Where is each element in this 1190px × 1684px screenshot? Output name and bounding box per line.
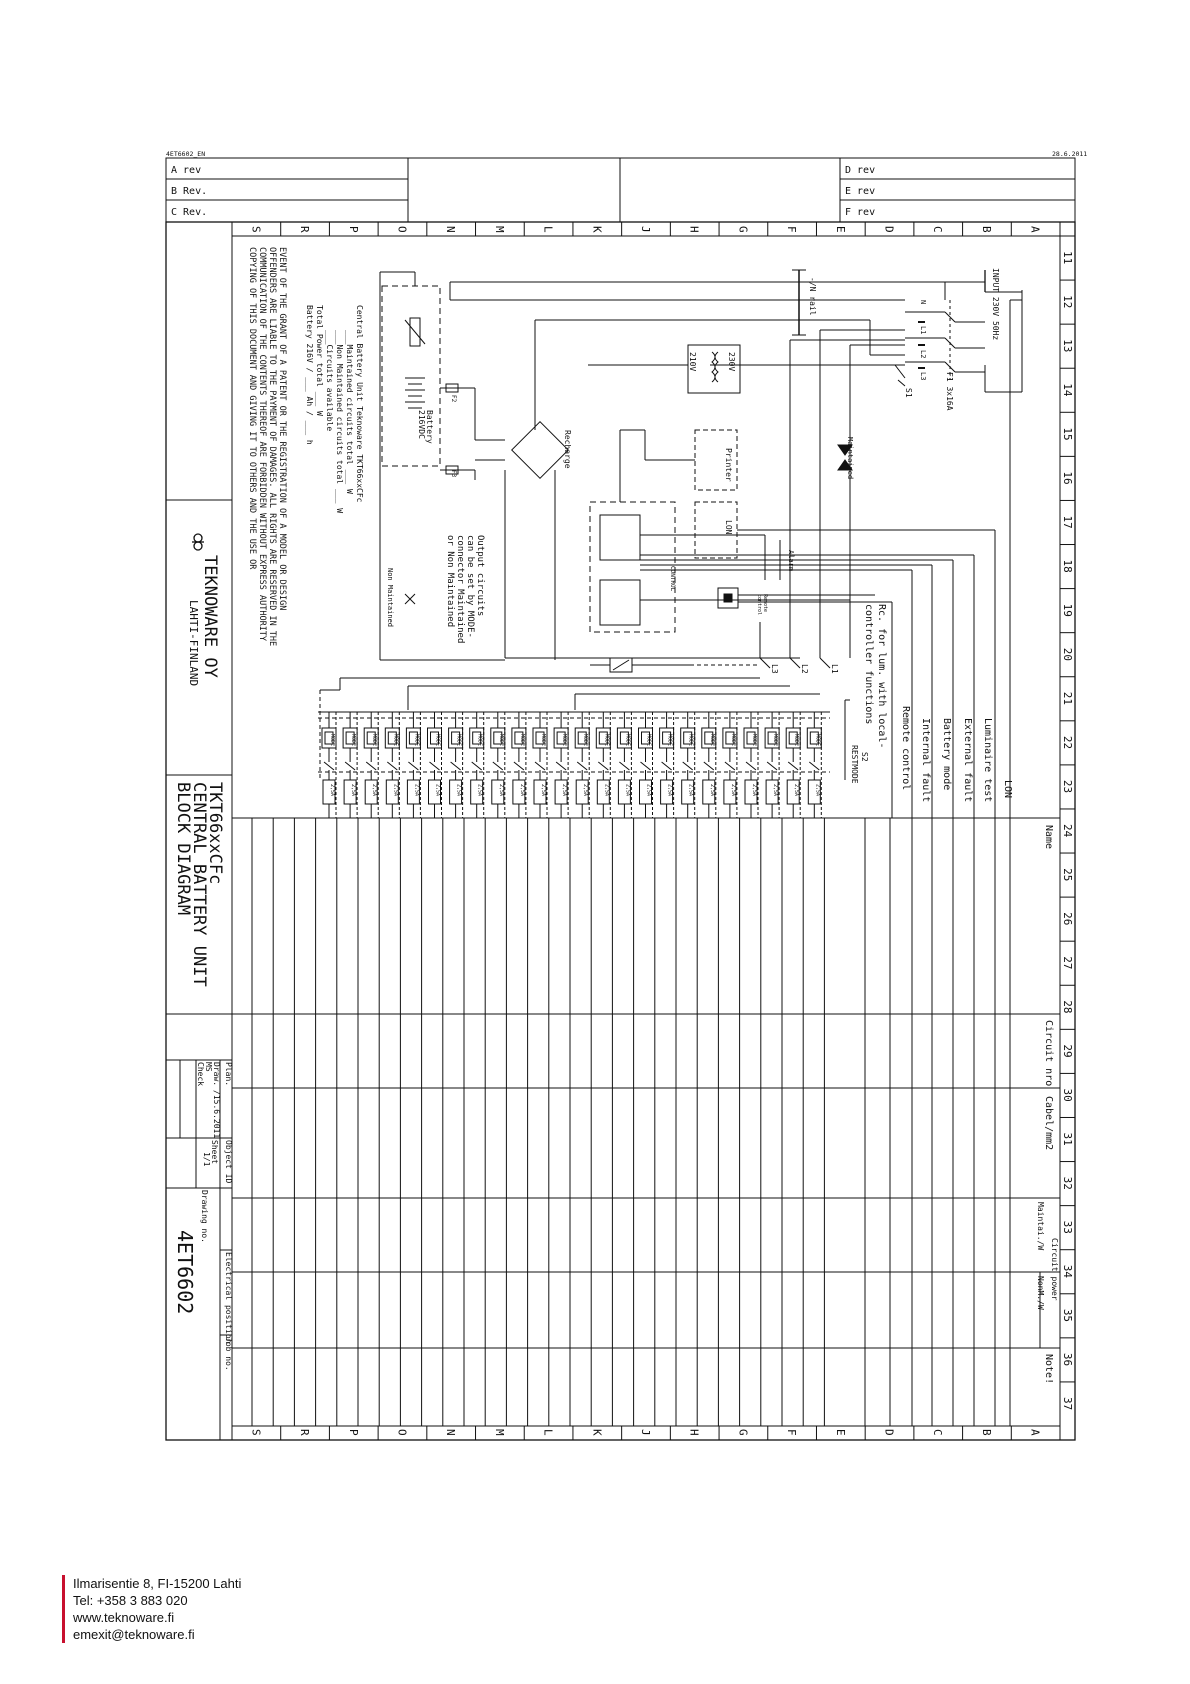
letter-top-g: G: [736, 226, 750, 233]
output-circuit: [807, 712, 821, 818]
output-circuit: [512, 712, 526, 818]
number-15: 15: [1061, 427, 1074, 441]
output-circuit: [639, 712, 653, 818]
number-11: 11: [1061, 251, 1074, 265]
number-37: 37: [1061, 1396, 1074, 1411]
letter-bottom-s: S: [249, 1429, 263, 1436]
number-35: 35: [1061, 1308, 1074, 1323]
number-labels: [1061, 251, 1074, 1410]
s2-label: S2: [860, 752, 869, 762]
cbu-line-6: Battery 216V / ___ Ah / ___ h: [305, 305, 314, 445]
number-ruler: [1060, 236, 1075, 1382]
contact-footer: [62, 1575, 241, 1643]
mode-label: MODE: [645, 734, 652, 747]
mode-label: MODE: [793, 734, 800, 747]
fuse-rating-label: 2,5A: [603, 784, 610, 797]
output-circuit: [617, 712, 631, 818]
copyright-line-3: OFFENDERS ARE LIABLE TO THE PAYMENT OF DAMAGES. ALL RIGHTS ARE RESERVED IN THE: [267, 247, 277, 647]
fuse-rating-label: 2,5A: [329, 784, 335, 797]
copyright-line-1: COPYING OF THIS DOCUMENT AND GIVING IT TO OTHERS AND THE USE OR: [247, 247, 257, 570]
letter-top-k: K: [590, 226, 604, 233]
fuse-rating-label: 2,5A: [751, 784, 757, 797]
tb-object-id: Object ID: [224, 1140, 233, 1184]
fuse-rating-label: 2,5A: [497, 784, 504, 797]
fuse-rating-label: 2,5A: [413, 784, 420, 797]
fuse-rating-label: 2,5A: [371, 784, 378, 797]
letter-bottom-f: F: [785, 1429, 799, 1436]
cbu-line-3: ___Non Maintained circuits total ___ W: [335, 330, 344, 514]
mode-label: MODE: [751, 734, 757, 747]
number-32: 32: [1061, 1176, 1074, 1190]
letter-bottom-r: R: [298, 1429, 312, 1436]
maintained-label: Maintained: [846, 437, 854, 480]
control-block-1: [600, 515, 640, 560]
output-circuit: [554, 712, 568, 818]
battery-label-2: 216VDC: [417, 410, 426, 439]
tb-draw: Draw.: [212, 1062, 221, 1087]
output-circuit: [575, 712, 589, 818]
output-circuit: [322, 712, 336, 818]
output-circuit: [449, 712, 463, 818]
tb-electrical-position: Electrical position: [224, 1252, 233, 1344]
letter-labels-top: [249, 226, 1041, 233]
letter-top-r: R: [298, 226, 312, 233]
mode-label: MODE: [350, 734, 357, 747]
control-unit: [590, 502, 675, 632]
letter-bottom-p: P: [346, 1429, 360, 1436]
letter-bottom-a: A: [1028, 1429, 1042, 1436]
cbu-line-4: ___Circuits available: [325, 330, 334, 432]
number-23: 23: [1061, 779, 1074, 794]
letter-top-j: J: [639, 226, 652, 233]
tb-plan: Plan.: [224, 1062, 233, 1087]
mode-label: MODE: [561, 734, 568, 747]
doc-code: 4ET6602_EN: [166, 150, 206, 158]
header-name: Name: [1043, 825, 1054, 850]
signal-battery-mode: Battery mode: [941, 718, 952, 791]
mode-label: MODE: [540, 734, 546, 747]
output-circuit: [786, 712, 800, 818]
number-17: 17: [1061, 515, 1074, 529]
output-note-3: connector Maintained: [455, 535, 465, 644]
number-24: 24: [1061, 824, 1074, 838]
tb-sheet-value: 1/1: [202, 1152, 211, 1167]
output-circuits: [318, 712, 830, 818]
letter-bottom-g: G: [736, 1429, 750, 1436]
footer-web[interactable]: www.teknoware.fi: [73, 1610, 175, 1625]
fuse-rating-label: 2,5A: [729, 784, 736, 797]
transformer-secondary: 210V: [688, 352, 697, 372]
letter-top-n: N: [444, 226, 458, 233]
rc-note-2: controller functions: [863, 604, 874, 725]
title-line-1: TKT66xxCFc: [205, 782, 225, 885]
letter-top-a: A: [1028, 226, 1042, 233]
output-circuit: [470, 712, 484, 818]
letter-bottom-m: M: [492, 1429, 506, 1436]
alarm-label: Alarm: [787, 550, 795, 572]
letter-top-m: M: [492, 226, 506, 233]
letter-bottom-n: N: [444, 1429, 458, 1436]
phase-n: N: [919, 300, 927, 305]
number-19: 19: [1061, 603, 1074, 617]
cbu-line-2: ___Maintained circuits total ___ W: [345, 330, 354, 494]
mode-label: MODE: [371, 734, 378, 747]
tb-draw-by: MS: [204, 1062, 213, 1072]
tb-check: Check: [196, 1062, 205, 1087]
mode-label: MODE: [518, 734, 525, 747]
output-circuit: [723, 712, 737, 818]
rev-f: F rev: [845, 207, 876, 218]
letter-bottom-j: J: [639, 1429, 652, 1436]
tb-draw-date: /15.6.2011: [212, 1090, 221, 1139]
phase-l3: L3: [919, 372, 927, 381]
signal-lon: LON: [1002, 780, 1013, 799]
fuse-rating-label: 2,5A: [350, 784, 357, 797]
number-22: 22: [1061, 735, 1074, 750]
signal-internal-fault: Internal fault: [920, 718, 931, 803]
fuse-rating-label: 2,5A: [476, 784, 483, 797]
number-36: 36: [1061, 1352, 1074, 1367]
copyright-line-2: COMMUNICATION OF THE CONTENTS THEREOF ARE FORBIDDEN WITHOUT EXPRESS AUTHORITY: [257, 247, 267, 642]
rev-c: C Rev.: [171, 207, 208, 218]
number-31: 31: [1061, 1132, 1074, 1146]
number-14: 14: [1061, 383, 1074, 397]
letter-bottom-c: C: [931, 1429, 945, 1436]
title-line-2: CENTRAL BATTERY UNIT: [189, 782, 209, 987]
letter-ruler: [281, 222, 1060, 1440]
output-circuit: [364, 712, 378, 818]
rev-d: D rev: [845, 165, 876, 176]
remote-control-2: control: [756, 594, 762, 616]
footer-email[interactable]: emexit@teknoware.fi: [73, 1627, 195, 1642]
relay-l3: L3: [770, 664, 779, 674]
fuse-rating-label: 2,5A: [814, 784, 821, 797]
number-27: 27: [1061, 956, 1074, 970]
signal-luminaire-test: Luminaire test: [982, 718, 993, 803]
letter-bottom-b: B: [979, 1429, 993, 1436]
fuse-rating-label: 2,5A: [772, 784, 779, 797]
output-circuit: [681, 712, 695, 818]
teknoware-logo: [192, 534, 204, 550]
number-21: 21: [1061, 691, 1074, 706]
mode-label: MODE: [624, 734, 631, 747]
rc-note-1: Rc. for lum. with local-: [876, 604, 887, 749]
mode-label: MODE: [687, 734, 694, 747]
letter-top-d: D: [882, 226, 896, 233]
tb-drawing-no: Drawing no.: [200, 1190, 209, 1243]
transformer-primary: 230V: [727, 352, 736, 372]
letter-top-f: F: [785, 226, 799, 233]
letter-top-p: P: [346, 226, 360, 233]
mode-label: MODE: [329, 734, 335, 747]
fuse-rating-label: 2,5A: [582, 784, 589, 797]
cbu-line-1: Central Battery Unit Teknoware TKT66xxCFc: [355, 305, 364, 503]
control-block-2: [600, 580, 640, 625]
remote-control-1: Remote: [762, 594, 768, 613]
control-label: CONTROL: [669, 566, 676, 592]
phase-l2: L2: [919, 350, 927, 359]
signal-external-fault: External fault: [962, 718, 973, 803]
output-note-2: can be set by MODE-: [465, 535, 475, 638]
letter-top-b: B: [979, 226, 993, 233]
battery-label-1: Battery: [425, 410, 434, 444]
relay-l1: L1: [830, 664, 839, 674]
letter-top-h: H: [687, 226, 701, 233]
switch-s1: S1: [904, 388, 913, 398]
doc-date: 28.6.2011: [1052, 150, 1088, 158]
letter-bottom-l: L: [541, 1429, 555, 1436]
mode-label: MODE: [497, 734, 504, 747]
mode-label: MODE: [476, 734, 483, 747]
recharge-label: Recharge: [563, 430, 572, 469]
fuse-rating-label: 2,5A: [645, 784, 652, 797]
rectifier: [512, 422, 569, 479]
mode-label: MODE: [666, 734, 673, 747]
tb-job-no: Job no.: [224, 1337, 233, 1371]
fuse-rating-label: 2,5A: [708, 784, 715, 797]
number-13: 13: [1061, 339, 1074, 353]
header-cabel: Cabel/mm2: [1043, 1096, 1054, 1151]
restmode-label: RESTMODE: [850, 745, 859, 784]
number-16: 16: [1061, 471, 1074, 485]
letter-top-e: E: [833, 226, 847, 233]
footer-phone: Tel: +358 3 883 020: [73, 1593, 188, 1608]
number-12: 12: [1061, 295, 1074, 309]
letter-top-l: L: [541, 226, 555, 233]
tb-drawing-value: 4ET6602: [173, 1230, 197, 1315]
fuse-rating-label: 2,5A: [687, 784, 694, 797]
letter-top-o: O: [395, 226, 409, 233]
number-33: 33: [1061, 1220, 1074, 1234]
letter-labels-bottom: [249, 1429, 1041, 1436]
fuse-rating-label: 2,5A: [624, 784, 631, 797]
sheet-border: [166, 222, 1075, 1440]
header-note: Note!: [1043, 1354, 1054, 1385]
mode-label: MODE: [603, 734, 610, 747]
fuse-rating-label: 2,5A: [540, 784, 546, 797]
mode-label: MODE: [455, 734, 462, 747]
mode-label: MODE: [772, 734, 779, 747]
company-city: LAHTI-FINLAND: [187, 600, 200, 687]
number-30: 30: [1061, 1088, 1074, 1102]
printer-label: Printer: [724, 448, 733, 482]
footer-address: Ilmarisentie 8, FI-15200 Lahti: [73, 1576, 242, 1591]
rev-e: E rev: [845, 186, 876, 197]
fuse-label: F1 3x16A: [945, 372, 954, 411]
mode-label: MODE: [434, 734, 441, 747]
letter-bottom-o: O: [395, 1429, 409, 1436]
mode-label: MODE: [413, 734, 420, 747]
number-34: 34: [1061, 1264, 1074, 1278]
header-circuit: Circuit nro: [1043, 1020, 1054, 1087]
output-circuit: [702, 712, 716, 818]
fuse-rating-label: 2,5A: [434, 784, 441, 797]
fuse-rating-label: 2,5A: [455, 784, 462, 797]
fuse-f2: F2: [450, 395, 457, 403]
non-maintained-label: Non Maintained: [386, 568, 394, 628]
mode-label: MODE: [392, 734, 399, 747]
fuse-rating-label: 2,5A: [392, 784, 399, 797]
number-25: 25: [1061, 868, 1074, 882]
company-name: TEKNOWARE OY: [200, 555, 220, 678]
output-circuit: [596, 712, 610, 818]
letter-top-c: C: [931, 226, 945, 233]
fuse-rating-label: 2,5A: [793, 784, 800, 797]
output-circuit: [533, 712, 547, 818]
rail-label: -/N rail: [808, 277, 817, 316]
letter-bottom-k: K: [590, 1429, 604, 1436]
number-18: 18: [1061, 559, 1074, 573]
output-circuit: [385, 712, 399, 818]
rev-b: B Rev.: [171, 186, 208, 197]
rev-a: A rev: [171, 165, 202, 176]
header-circuit-power: Circuit power: [1050, 1238, 1059, 1301]
title-line-3: BLOCK DIAGRAM: [173, 782, 193, 916]
phase-l1: L1: [919, 326, 927, 335]
mode-label: MODE: [814, 734, 821, 747]
mode-label: MODE: [582, 734, 589, 747]
fuse-f3: F3: [450, 470, 457, 478]
cbu-line-5: Total Power total ___ W: [315, 305, 324, 416]
mode-label: MODE: [729, 734, 736, 747]
header-nonm: NonM./W: [1036, 1276, 1045, 1310]
output-note-1: Output circuits: [475, 535, 485, 617]
circuit-table: [232, 818, 1060, 1348]
fuse-rating-label: 2,5A: [518, 784, 525, 797]
output-note-4: or Non Maintained: [445, 535, 455, 628]
number-26: 26: [1061, 912, 1074, 926]
output-circuit: [343, 712, 357, 818]
number-20: 20: [1061, 647, 1074, 661]
number-29: 29: [1061, 1044, 1074, 1058]
copyright-line-4: EVENT OF THE GRANT OF A PATENT OR THE REGISTRATION OF A MODEL OR DESIGN: [277, 247, 287, 611]
letter-bottom-e: E: [833, 1429, 847, 1436]
number-28: 28: [1061, 1000, 1074, 1014]
output-circuit: [491, 712, 505, 818]
input-label: INPUT 230V 50Hz: [991, 268, 1000, 341]
output-circuit: [744, 712, 758, 818]
mode-label: MODE: [708, 734, 715, 747]
letter-top-s: S: [249, 226, 263, 233]
tb-sheet: Sheet: [210, 1140, 219, 1165]
relay-l2: L2: [800, 664, 809, 674]
fuse-rating-label: 2,5A: [666, 784, 673, 797]
output-circuit: [765, 712, 779, 818]
letter-bottom-h: H: [687, 1429, 701, 1436]
output-circuit: [406, 712, 420, 818]
fuse-rating-label: 2,5A: [561, 784, 568, 797]
output-circuit: [660, 712, 674, 818]
lon-box-label: LON: [724, 520, 733, 535]
letter-bottom-d: D: [882, 1429, 896, 1436]
signal-remote-control: Remote control: [900, 706, 911, 791]
output-circuit: [428, 712, 442, 818]
header-maint: Maintai./W: [1036, 1202, 1045, 1251]
